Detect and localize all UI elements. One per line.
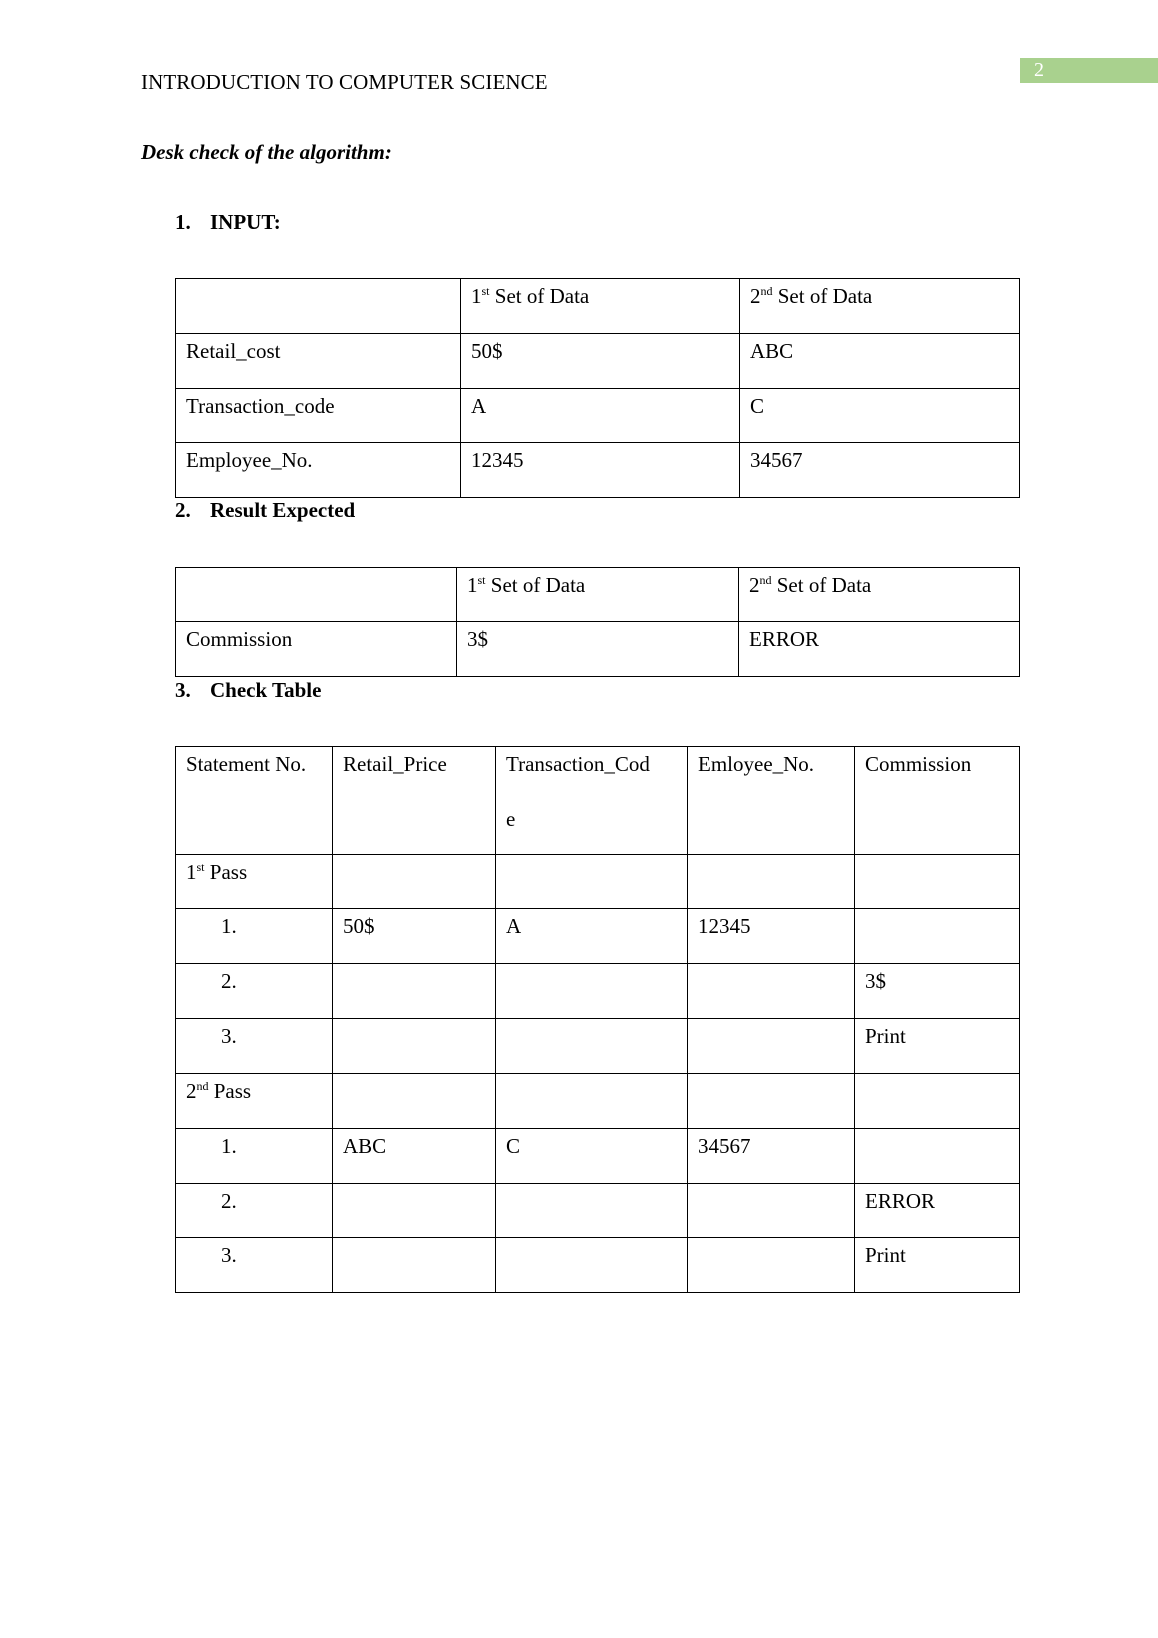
table-cell <box>176 568 457 622</box>
table-row <box>176 334 1020 389</box>
table-cell <box>496 1184 688 1238</box>
table-header-cell: Transaction_Cod e <box>496 747 688 855</box>
result-table <box>175 567 1020 677</box>
table-header-cell: 2nd Set of Data <box>740 279 1020 334</box>
table-cell: ERROR <box>739 622 1020 677</box>
table-cell <box>333 1019 496 1074</box>
table-cell <box>496 1019 688 1074</box>
list-heading-input <box>175 210 281 235</box>
table-cell <box>688 1019 855 1074</box>
list-heading-check <box>175 678 321 703</box>
table-row <box>176 1238 1020 1293</box>
table-row <box>176 1074 1020 1129</box>
table-cell: Print <box>855 1238 1020 1293</box>
table-cell: ERROR <box>855 1184 1020 1238</box>
pass-label: 1st Pass <box>176 855 333 909</box>
list-number: 2. <box>175 498 191 522</box>
table-row <box>176 909 1020 964</box>
table-cell: A <box>496 909 688 964</box>
table-cell: Retail_cost <box>176 334 461 389</box>
table-cell <box>855 909 1020 964</box>
table-header-cell: 2nd Set of Data <box>739 568 1020 622</box>
input-table <box>175 278 1020 498</box>
table-cell <box>496 1074 688 1129</box>
table-row <box>176 1129 1020 1184</box>
table-cell: C <box>740 389 1020 443</box>
table-cell <box>333 1184 496 1238</box>
table-cell: Print <box>855 1019 1020 1074</box>
table-header-cell: Statement No. <box>176 747 333 855</box>
list-title: INPUT: <box>210 210 281 234</box>
table-cell: 50$ <box>333 909 496 964</box>
table-row <box>176 747 1020 855</box>
table-cell <box>496 855 688 909</box>
table-cell: ABC <box>333 1129 496 1184</box>
table-cell <box>333 1074 496 1129</box>
table-cell <box>688 964 855 1019</box>
table-cell: 2. <box>176 964 333 1019</box>
running-header: INTRODUCTION TO COMPUTER SCIENCE <box>141 70 548 94</box>
table-row <box>176 568 1020 622</box>
table-cell <box>688 855 855 909</box>
table-row <box>176 1019 1020 1074</box>
table-cell <box>855 855 1020 909</box>
table-cell: C <box>496 1129 688 1184</box>
table-header-cell: 1st Set of Data <box>457 568 739 622</box>
list-title: Check Table <box>210 678 322 702</box>
table-row <box>176 279 1020 334</box>
list-heading-result <box>175 498 355 523</box>
list-number: 1. <box>175 210 191 234</box>
list-title: Result Expected <box>210 498 356 522</box>
table-cell: 1. <box>176 1129 333 1184</box>
table-cell: 3. <box>176 1238 333 1293</box>
table-cell: 12345 <box>688 909 855 964</box>
section-heading: Desk check of the algorithm: <box>141 140 392 164</box>
table-cell: Employee_No. <box>176 443 461 498</box>
table-header-cell: Retail_Price <box>333 747 496 855</box>
table-header-cell: Commission <box>855 747 1020 855</box>
table-cell <box>333 964 496 1019</box>
table-row <box>176 1184 1020 1238</box>
table-cell <box>333 855 496 909</box>
table-cell <box>688 1184 855 1238</box>
table-cell: 34567 <box>688 1129 855 1184</box>
table-cell: 12345 <box>461 443 740 498</box>
check-table <box>175 746 1020 1293</box>
table-row <box>176 389 1020 443</box>
table-row <box>176 443 1020 498</box>
table-row <box>176 964 1020 1019</box>
table-cell: A <box>461 389 740 443</box>
table-cell: Transaction_code <box>176 389 461 443</box>
table-cell <box>496 1238 688 1293</box>
table-cell <box>855 1074 1020 1129</box>
table-cell <box>333 1238 496 1293</box>
table-cell: 3$ <box>457 622 739 677</box>
table-cell: 3. <box>176 1019 333 1074</box>
table-cell: 34567 <box>740 443 1020 498</box>
table-header-cell: Emloyee_No. <box>688 747 855 855</box>
table-cell: Commission <box>176 622 457 677</box>
table-cell <box>855 1129 1020 1184</box>
table-cell <box>688 1074 855 1129</box>
list-number: 3. <box>175 678 191 702</box>
table-cell: ABC <box>740 334 1020 389</box>
table-row <box>176 855 1020 909</box>
table-cell: 1. <box>176 909 333 964</box>
page-number: 2 <box>1020 58 1158 83</box>
table-cell <box>176 279 461 334</box>
table-cell: 3$ <box>855 964 1020 1019</box>
pass-label: 2nd Pass <box>176 1074 333 1129</box>
table-cell <box>496 964 688 1019</box>
table-cell: 50$ <box>461 334 740 389</box>
table-row <box>176 622 1020 677</box>
table-header-cell: 1st Set of Data <box>461 279 740 334</box>
table-cell <box>688 1238 855 1293</box>
table-cell: 2. <box>176 1184 333 1238</box>
